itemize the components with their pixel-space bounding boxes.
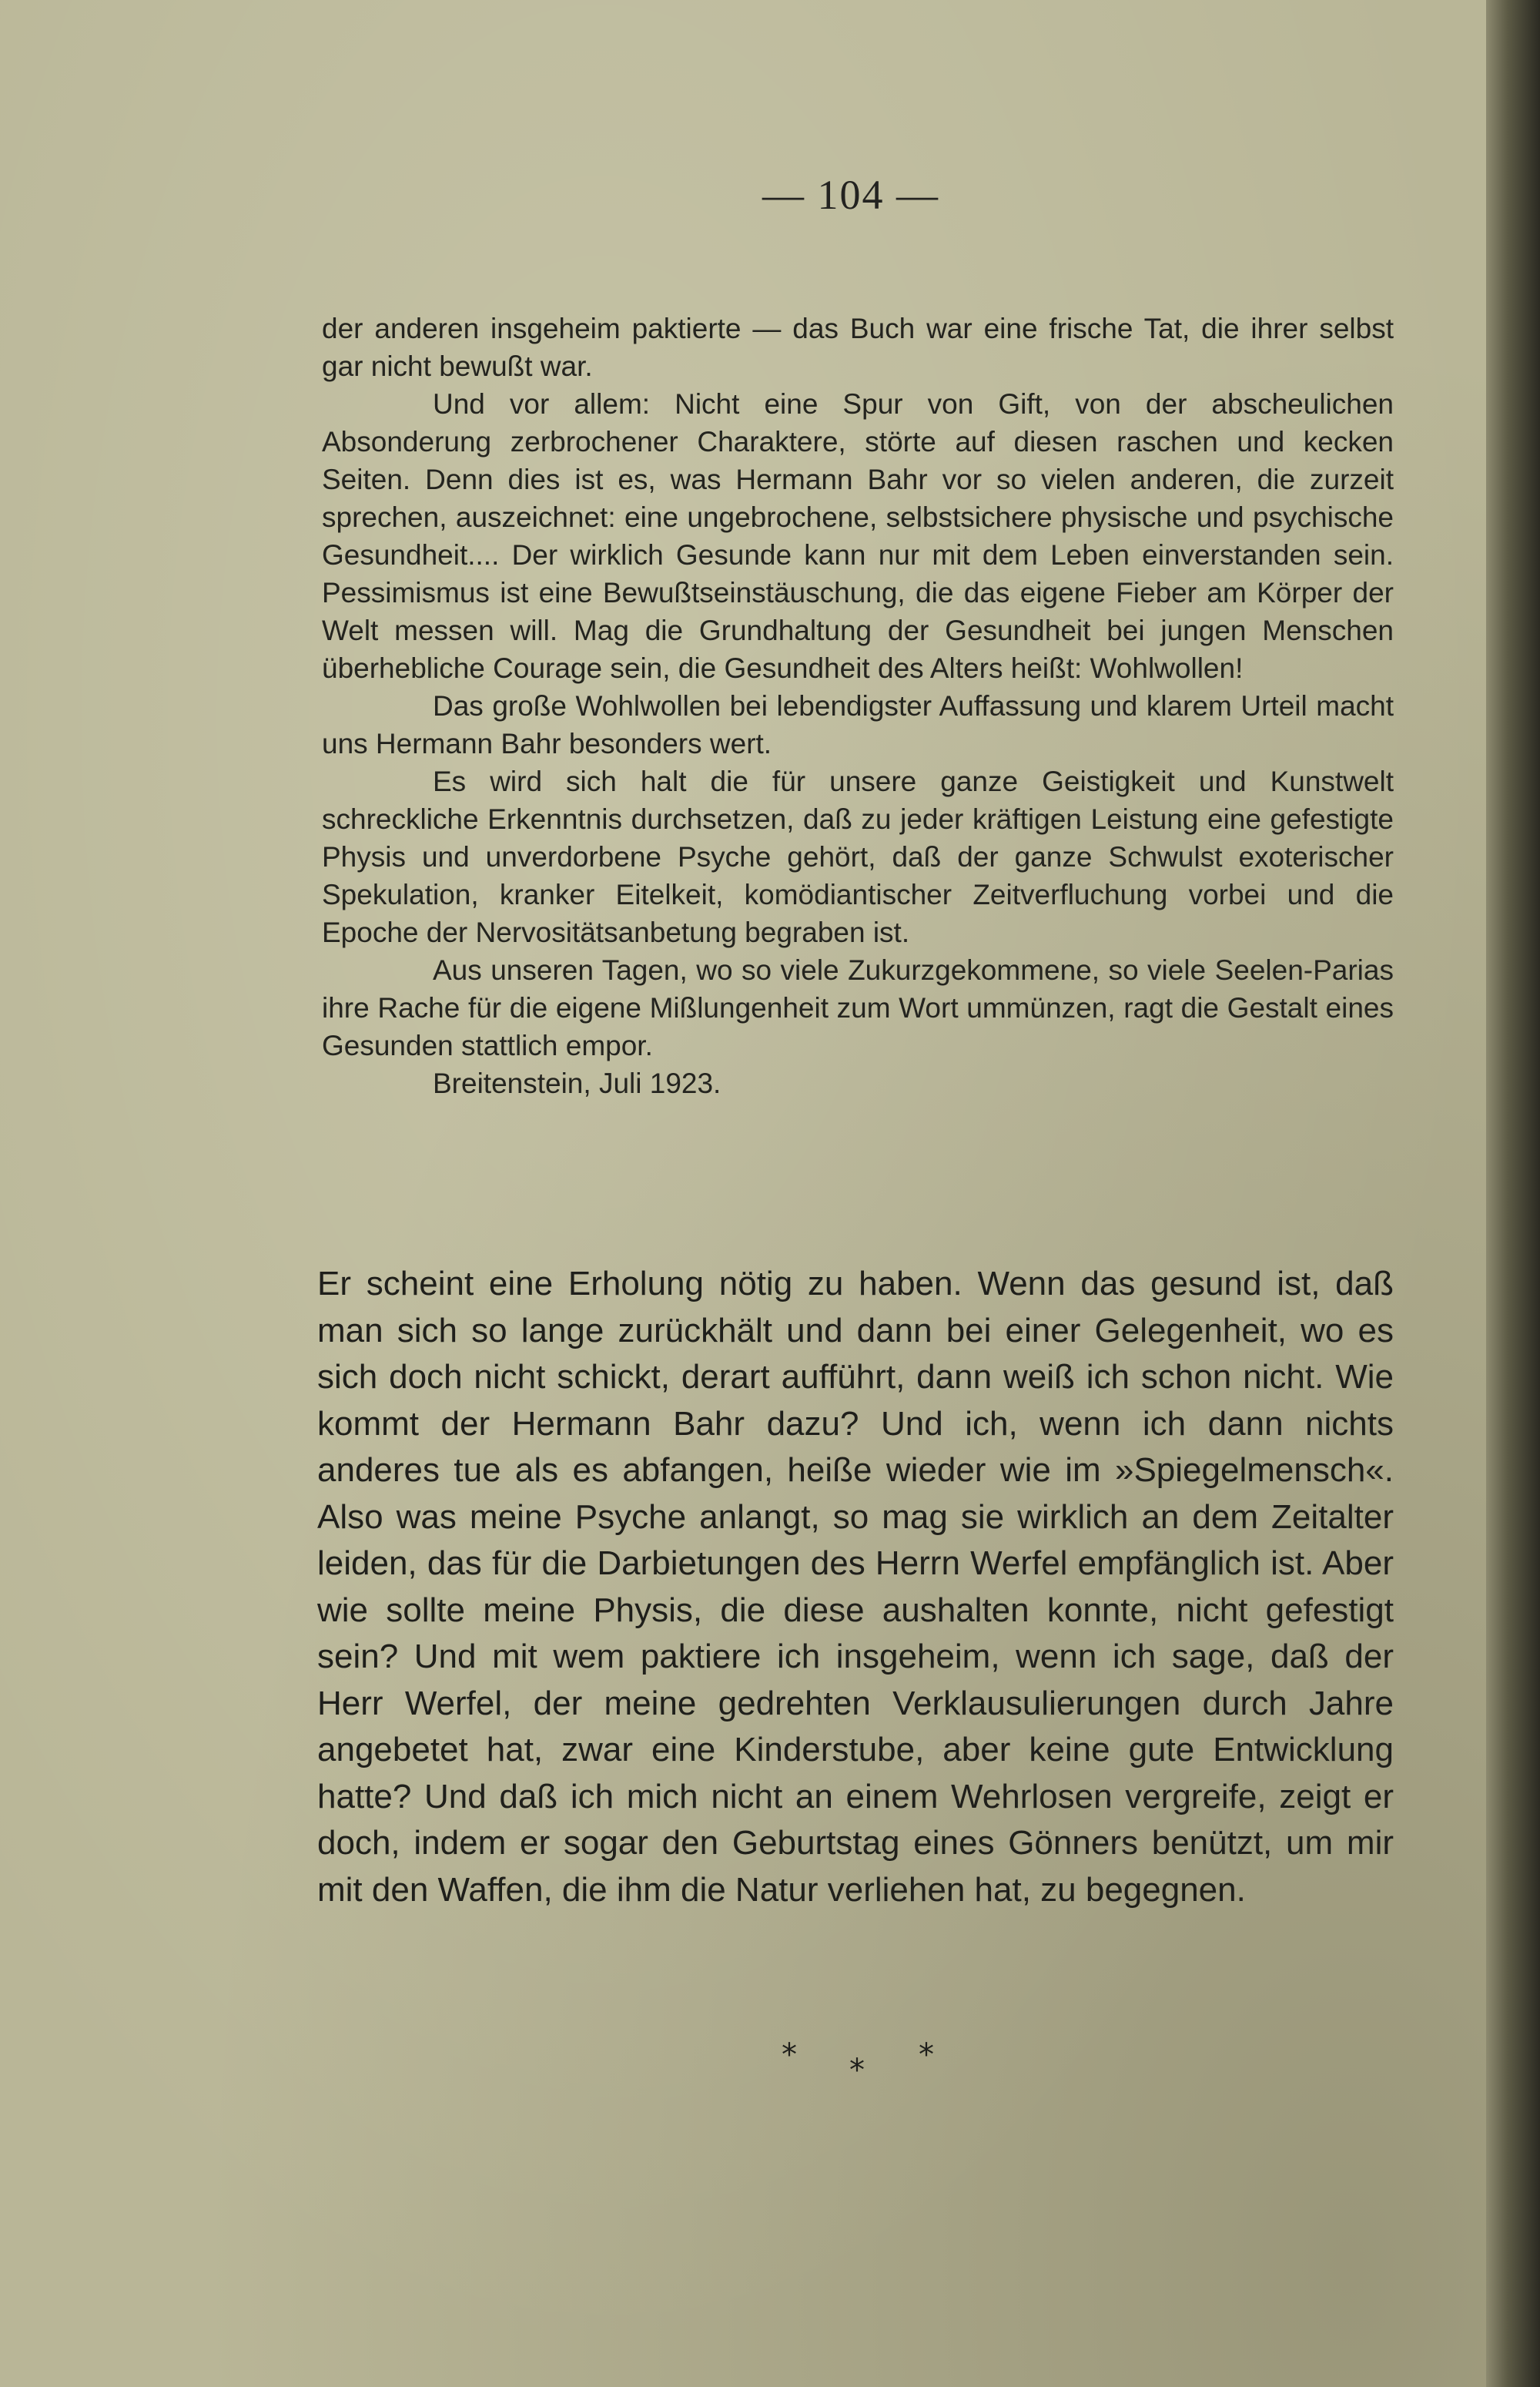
lower-paragraph: Er scheint eine Erholung nötig zu haben. Wenn das gesund ist, daß man sich so lange zurückhält und dann bei einer Gelegenheit, wo es sich doch nicht schickt, derart aufführt, dann weiß ich schon nicht. Wie kommt der Hermann Bahr dazu? Und ich, wenn ich dann nichts anderes tue als es abfangen, heiße wieder wie im »Spiegelmensch«. Also was meine Psyche anlangt, so mag sie wirklich an dem Zeitalter leiden, das für die Darbietungen des Herrn Werfel empfänglich ist. Aber wie sollte meine Physis, die diese aushalten konnte, nicht gefestigt sein? Und mit wem paktiere ich insgeheim, wenn ich sage, daß der Herr Werfel, der meine gedrehten Verklausulierungen durch Jahre angebetet hat, zwar eine Kinderstube, aber keine gute Entwicklung hatte? Und daß ich mich nicht an einem Wehrlosen vergreife, zeigt er doch, indem er sogar den Geburtstag eines Gönners benützt, um mir mit den Waffen, die ihm die Natur verliehen hat, zu begegnen. <box>317 1265 1394 1909</box>
asterism-star: * <box>849 2053 865 2088</box>
lower-text-block <box>317 1261 1394 1913</box>
upper-text-block <box>322 310 1394 1102</box>
upper-paragraph: Das große Wohlwollen bei lebendigster Auffassung und klarem Urteil macht uns Hermann Bahr besonders wert. <box>322 690 1394 759</box>
upper-paragraph: der anderen insgeheim paktierte — das Buch war eine frische Tat, die ihrer selbst gar nicht bewußt war. <box>322 313 1394 382</box>
upper-paragraph: Aus unseren Tagen, wo so viele Zukurzgekommene, so viele Seelen-Parias ihre Rache für die eigene Mißlungenheit zum Wort ummünzen, ragt die Gestalt eines Gesunden stattlich empor. <box>322 954 1394 1061</box>
book-spine-edge <box>1486 0 1540 2387</box>
asterism-star: * <box>782 2037 797 2073</box>
upper-paragraph: Es wird sich halt die für unsere ganze Geistigkeit und Kunstwelt schreckliche Erkenntnis durchsetzen, daß zu jeder kräftigen Leistung eine gefestigte Physis und unverdorbene Psyche gehört, daß der ganze Schwulst exoterischer Spekulation, kranker Eitelkeit, komödiantischer Zeitverfluchung vorbei und die Epoche der Nervositätsanbetung begraben ist. <box>322 766 1394 948</box>
place-date-line: Breitenstein, Juli 1923. <box>433 1068 721 1099</box>
upper-paragraph: Und vor allem: Nicht eine Spur von Gift, von der abscheulichen Absonderung zerbrochener Charaktere, störte auf diesen raschen und kecken Seiten. Denn dies ist es, was Hermann Bahr vor so vielen anderen, die zurzeit sprechen, auszeichnet: eine ungebrochene, selbstsichere physische und psychische Gesundheit.... Der wirklich Gesunde kann nur mit dem Leben einverstanden sein. Pessimismus ist eine Bewußtseinstäuschung, die das eigene Fieber am Körper der Welt messen will. Mag die Grundhaltung der Gesundheit bei jungen Menschen überhebliche Courage sein, die Gesundheit des Alters heißt: Wohlwollen! <box>322 388 1394 684</box>
asterism-star: * <box>919 2037 934 2073</box>
page-number: — 104 — <box>762 172 939 218</box>
